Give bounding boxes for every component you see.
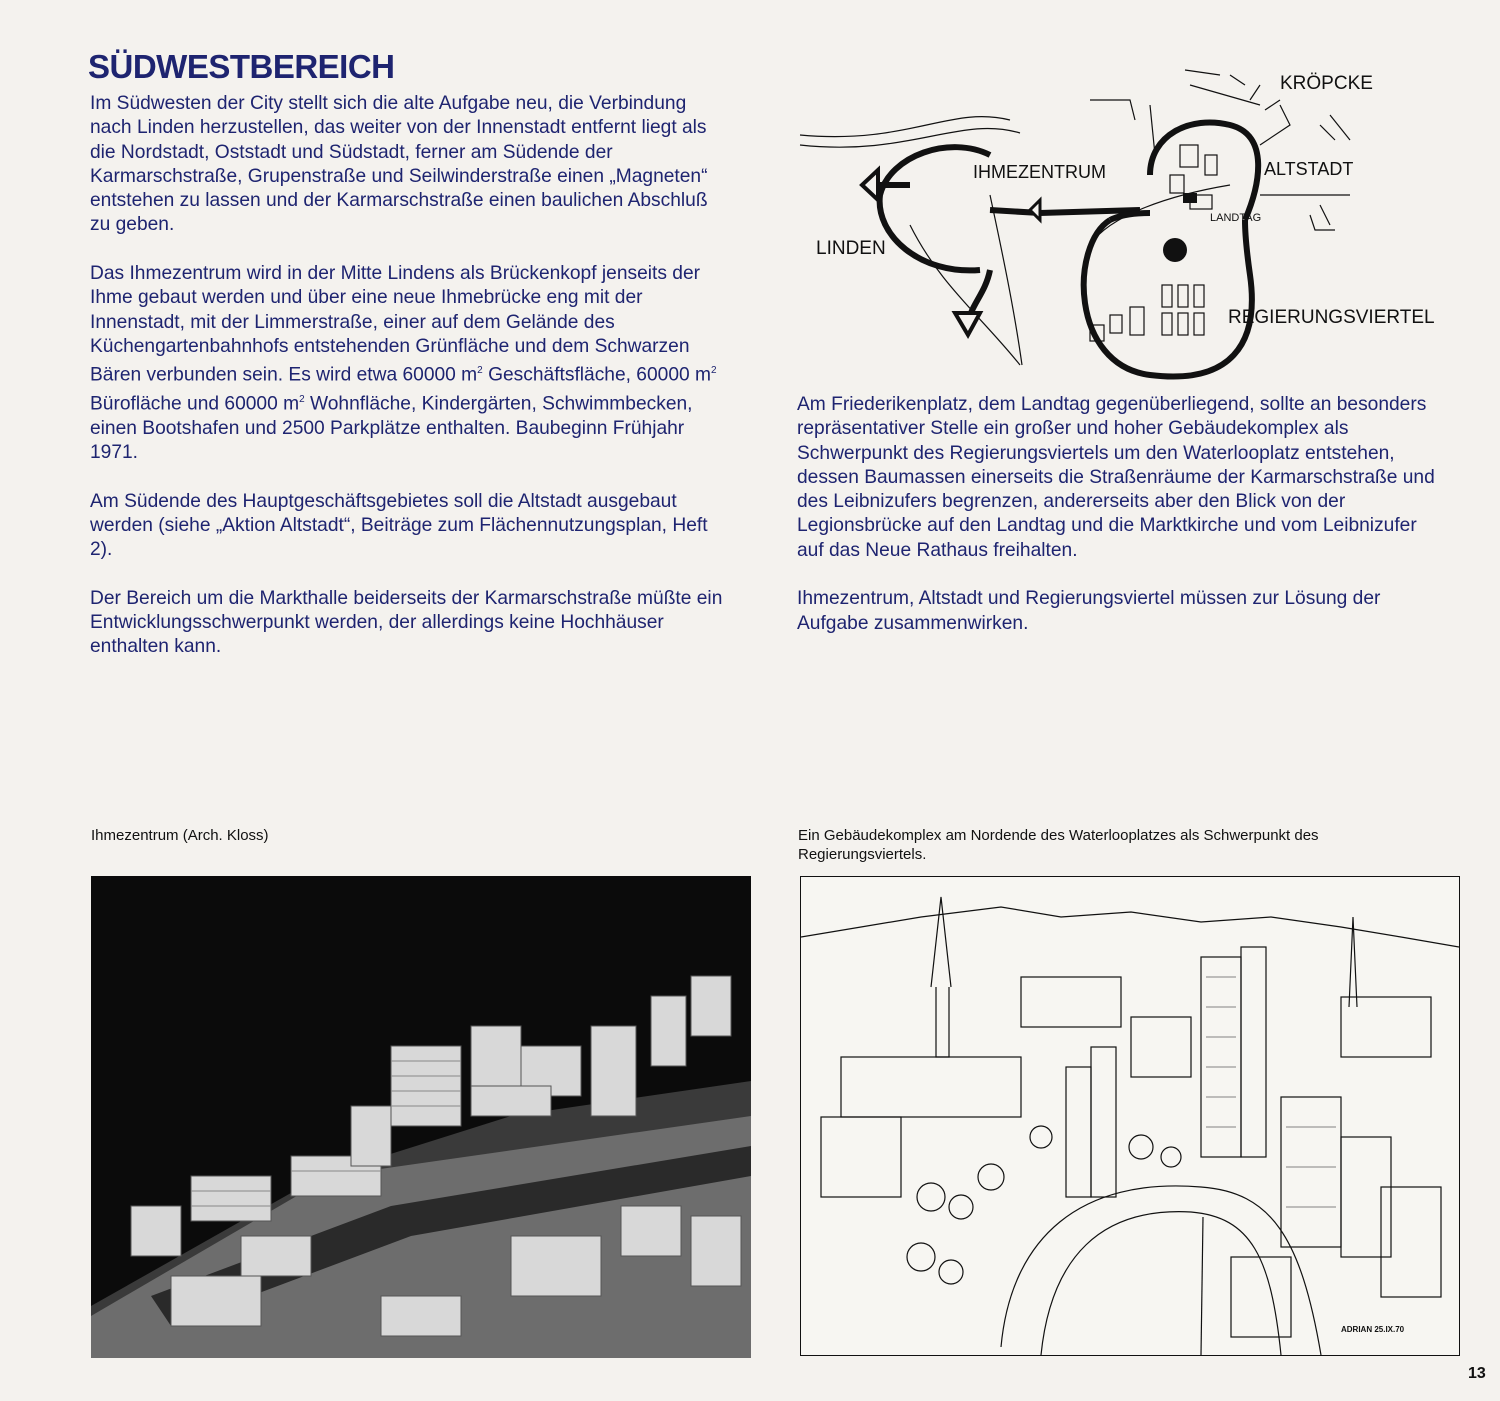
page-title: SÜDWESTBEREICH: [88, 48, 395, 85]
regierungsviertel-sketch: [800, 876, 1460, 1356]
area-map-diagram: [790, 45, 1470, 385]
photo-caption: Ihmezentrum (Arch. Kloss): [91, 827, 269, 844]
paragraph-intro: Im Südwesten der City stellt sich die alte Aufgabe neu, die Verbindung nach Linden herzustellen, das weiter von der Innenstadt entfernt liegt als die Nordstadt, Oststadt und Südstadt, ferner am Südende der Karmarschstraße, Grupenstraße und Seilwinderstraße einen „Magneten“ entstehen zu lassen und der Karmarschstraße einen baulichen Abschluß zu geben.: [90, 93, 708, 236]
map-label-altstadt: ALTSTADT: [1264, 159, 1354, 179]
paragraph-friederikenplatz: Am Friederikenplatz, dem Landtag gegenüberliegend, sollte an besonders repräsentativer Stelle ein großer und hoher Gebäudekomplex als Schwerpunkt des Regierungsviertels um den Waterlooplatz entstehen, dessen Baumassen einerseits die Straßenräume der Karmarschstraße und des Leibnizufers begrenzen, andererseits aber den Blick von der Legionsbrücke auf den Landtag und die Marktkirche und vom Leibnizufer auf das Neue Rathaus freihalten.: [797, 394, 1435, 561]
paragraph-ihmezentrum: Das Ihmezentrum wird in der Mitte Lindens als Brückenkopf jenseits der Ihme gebaut werden und über eine neue Ihmebrücke eng mit der Innenstadt, mit der Limmerstraße, einer auf dem Gelände des Küchengartenbahnhofs entstehenden Grünfläche und dem Schwarzen Bären verbunden sein. Es wird etwa 60000 $m^2$ Geschäftsfläche, 60000 $m^2$ Bürofläche und 60000 $m^2$ Wohnfläche, Kindergärten, Schwimmbecken, einen Bootshafen und 2500 Parkplätze enthalten. Baubeginn Frühjahr 1971.: [90, 263, 717, 463]
map-label-landtag: LANDTAG: [1210, 212, 1262, 224]
map-label-linden: LINDEN: [816, 238, 886, 259]
page-number: 13: [1468, 1365, 1486, 1382]
sketch-caption: Ein Gebäudekomplex am Nordende des Waterlooplatzes als Schwerpunkt des Regierungsviertels.: [798, 827, 1319, 863]
map-label-regierungsviertel: REGIERUNGSVIERTEL: [1228, 307, 1435, 328]
paragraph-altstadt: Am Südende des Hauptgeschäftsgebietes soll die Altstadt ausgebaut werden (siehe „Aktion Altstadt“, Beiträge zum Flächennutzungsplan, Heft 2).: [90, 490, 708, 561]
paragraph-zusammenwirken: Ihmezentrum, Altstadt und Regierungsviertel müssen zur Lösung der Aufgabe zusammenwirken.: [797, 588, 1381, 634]
left-text-column: [90, 92, 730, 684]
paragraph-markthalle: Der Bereich um die Markthalle beiderseits der Karmarschstraße müßte ein Entwicklungsschwerpunkt werden, der allerdings keine Hochhäuser enthalten kann.: [90, 587, 723, 658]
right-text-column: [797, 393, 1447, 660]
sketch-signature: ADRIAN 25.IX.70: [1341, 1325, 1405, 1334]
ihmezentrum-model-photo: [91, 876, 751, 1358]
map-label-kropcke: KRÖPCKE: [1280, 73, 1373, 94]
map-label-ihmezentrum: IHMEZENTRUM: [973, 162, 1106, 182]
